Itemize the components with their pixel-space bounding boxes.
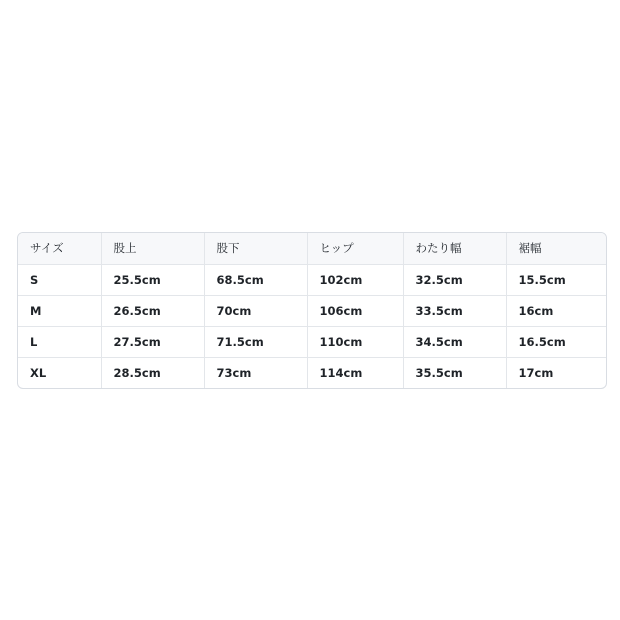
table-row — [18, 357, 606, 388]
header-size: サイズ — [18, 233, 101, 264]
cell-rise: 27.5cm — [101, 326, 204, 357]
cell-thigh-width: 32.5cm — [403, 264, 506, 295]
cell-inseam: 68.5cm — [204, 264, 307, 295]
cell-hem-width: 16.5cm — [506, 326, 606, 357]
table-header-row — [18, 233, 606, 264]
cell-inseam: 71.5cm — [204, 326, 307, 357]
cell-size: XL — [18, 357, 101, 388]
cell-hem-width: 17cm — [518, 365, 554, 380]
cell-size: M — [18, 295, 101, 326]
header-thigh-width: わたり幅 — [403, 233, 506, 264]
cell-hip: 110cm — [307, 326, 403, 357]
cell-thigh-width: 34.5cm — [403, 326, 506, 357]
cell-hem-width: 15.5cm — [506, 264, 606, 295]
cell-size: L — [18, 326, 101, 357]
cell-size: S — [18, 264, 101, 295]
cell-rise: 28.5cm — [101, 357, 204, 388]
cell-inseam: 70cm — [204, 295, 307, 326]
cell-hip: 114cm — [307, 357, 403, 388]
cell-thigh-width: 35.5cm — [403, 357, 506, 388]
cell-hip: 102cm — [307, 264, 403, 295]
table-row — [18, 264, 606, 295]
cell-thigh-width: 33.5cm — [403, 295, 506, 326]
cell-inseam: 73cm — [204, 357, 307, 388]
cell-rise: 25.5cm — [101, 264, 204, 295]
table-row — [18, 326, 606, 357]
header-inseam: 股下 — [204, 233, 307, 264]
size-chart-table — [18, 233, 606, 388]
header-hip: ヒップ — [307, 233, 403, 264]
cell-hip: 106cm — [307, 295, 403, 326]
cell-rise: 26.5cm — [101, 295, 204, 326]
size-chart-table-container — [17, 232, 607, 389]
header-hem-width: 裾幅 — [506, 233, 606, 264]
cell-hem-width: 16cm — [506, 295, 606, 326]
table-row — [18, 295, 606, 326]
header-rise: 股上 — [101, 233, 204, 264]
